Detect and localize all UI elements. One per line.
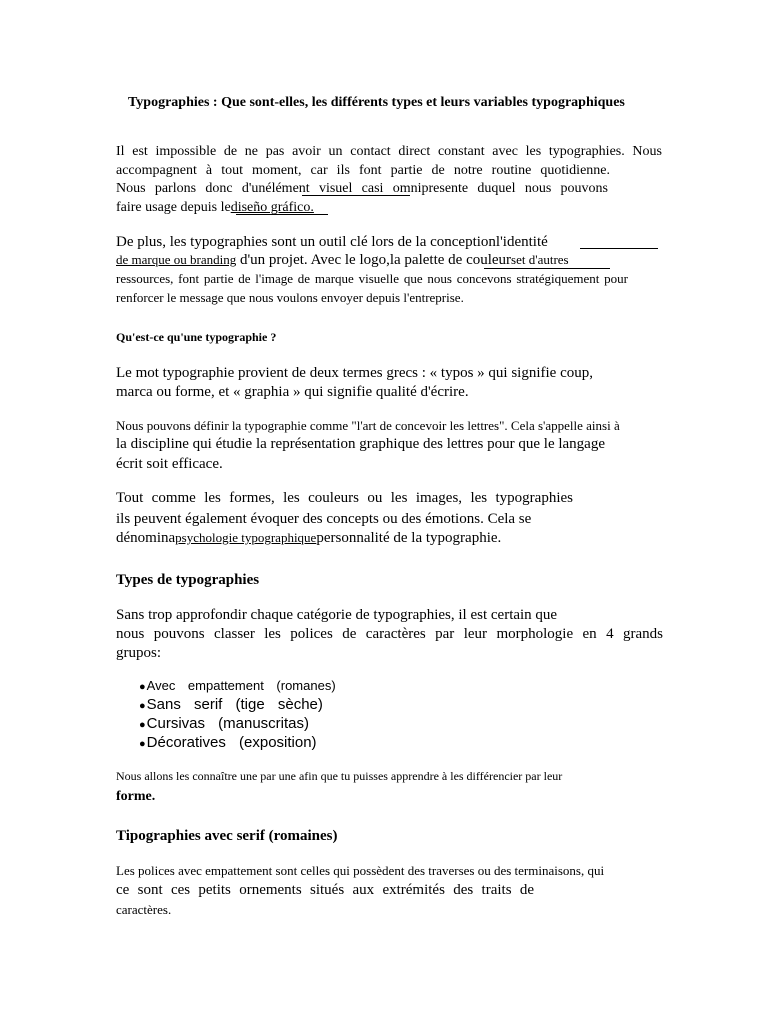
paragraph-7-line-1: Nous allons les connaître une par une afin que tu puisses apprendre à les différencier par leur — [116, 769, 563, 783]
paragraph-4-line-1: Nous pouvons définir la typographie comme "l'art de concevoir les lettres". Cela s'appelle ainsi à — [116, 418, 620, 433]
paragraph-3-line-1: Le mot typographie provient de deux termes grecs : « typos » qui signifie coup, — [116, 365, 593, 381]
blank-line — [580, 248, 658, 249]
paragraph-3-line-2: marca ou forme, et « graphia » qui signifie qualité d'écrire. — [116, 384, 469, 400]
paragraph-8-line-3: caractères. — [116, 902, 172, 917]
list-item: ●Décoratives (exposition) — [139, 734, 317, 751]
paragraph-2-line-1: De plus, les typographies sont un outil clé lors de la conceptionl'identité — [116, 234, 548, 250]
bullet-icon: ● — [139, 738, 146, 750]
paragraph-1-line-2: accompagnent à tout moment, car ils font partie de notre routine quotidienne. — [116, 163, 610, 178]
list-item: ●Avec empattement (romanes) — [139, 678, 336, 693]
paragraph-6-line-1: Sans trop approfondir chaque catégorie de typographies, il est certain que — [116, 607, 558, 623]
section-heading: Types de typographies — [116, 572, 260, 588]
link-psychologie-typographique[interactable]: psychologie typographique — [175, 530, 317, 545]
underline-rule — [236, 214, 328, 215]
section-heading: Tipographies avec serif (romaines) — [116, 828, 338, 844]
paragraph-2-line-2: de marque ou branding d'un projet. Avec le logo,la palette de couleurset d'autres — [116, 252, 569, 268]
paragraph-6-line-2: nous pouvons classer les polices de caractères par leur morphologie en 4 grands — [116, 626, 663, 642]
paragraph-2-line-4: renforcer le message que nous voulons envoyer depuis l'entreprise. — [116, 290, 464, 305]
paragraph-2-line-3: ressources, font partie de l'image de marque visuelle que nous concevons stratégiquement pour — [116, 271, 628, 286]
list-item: ●Cursivas (manuscritas) — [139, 715, 310, 732]
list-item: ●Sans serif (tige sèche) — [139, 696, 323, 713]
paragraph-1-line-1: Il est impossible de ne pas avoir un contact direct constant avec les typographies. Nous — [116, 144, 662, 159]
paragraph-6-line-3: grupos: — [116, 645, 161, 661]
paragraph-5-line-1: Tout comme les formes, les couleurs ou les images, les typographies — [116, 490, 573, 506]
paragraph-8-line-1: Les polices avec empattement sont celles qui possèdent des traverses ou des terminaisons, qui — [116, 863, 605, 878]
underline-rule — [302, 195, 410, 196]
link-diseno-grafico[interactable]: diseño gráfico. — [230, 200, 314, 215]
paragraph-1-line-3: Nous parlons donc d'unélément visuel casi omnipresente duquel nous pouvons — [116, 181, 608, 196]
paragraph-5-line-2: ils peuvent également évoquer des concepts ou des émotions. Cela se — [116, 511, 532, 527]
underline-rule — [484, 268, 610, 269]
bullet-icon: ● — [139, 700, 146, 712]
section-heading: Qu'est-ce qu'une typographie ? — [116, 330, 277, 344]
link-branding[interactable]: de marque ou branding — [116, 252, 237, 267]
paragraph-5-line-3: dénominapsychologie typographiquepersonnalité de la typographie. — [116, 530, 502, 546]
paragraph-4-line-2: la discipline qui étudie la représentation graphique des lettres pour que le langage — [116, 436, 605, 452]
paragraph-8-line-2: ce sont ces petits ornements situés aux extrémités des traits de — [116, 882, 534, 898]
paragraph-4-line-3: écrit soit efficace. — [116, 456, 223, 472]
document-title: Typographies : Que sont-elles, les différents types et leurs variables typographiques — [128, 95, 625, 110]
bullet-icon: ● — [139, 719, 146, 731]
paragraph-1-line-4: faire usage depuis lediseño gráfico. — [116, 200, 314, 215]
paragraph-7-line-2: forme. — [116, 789, 156, 804]
bullet-icon: ● — [139, 681, 146, 693]
